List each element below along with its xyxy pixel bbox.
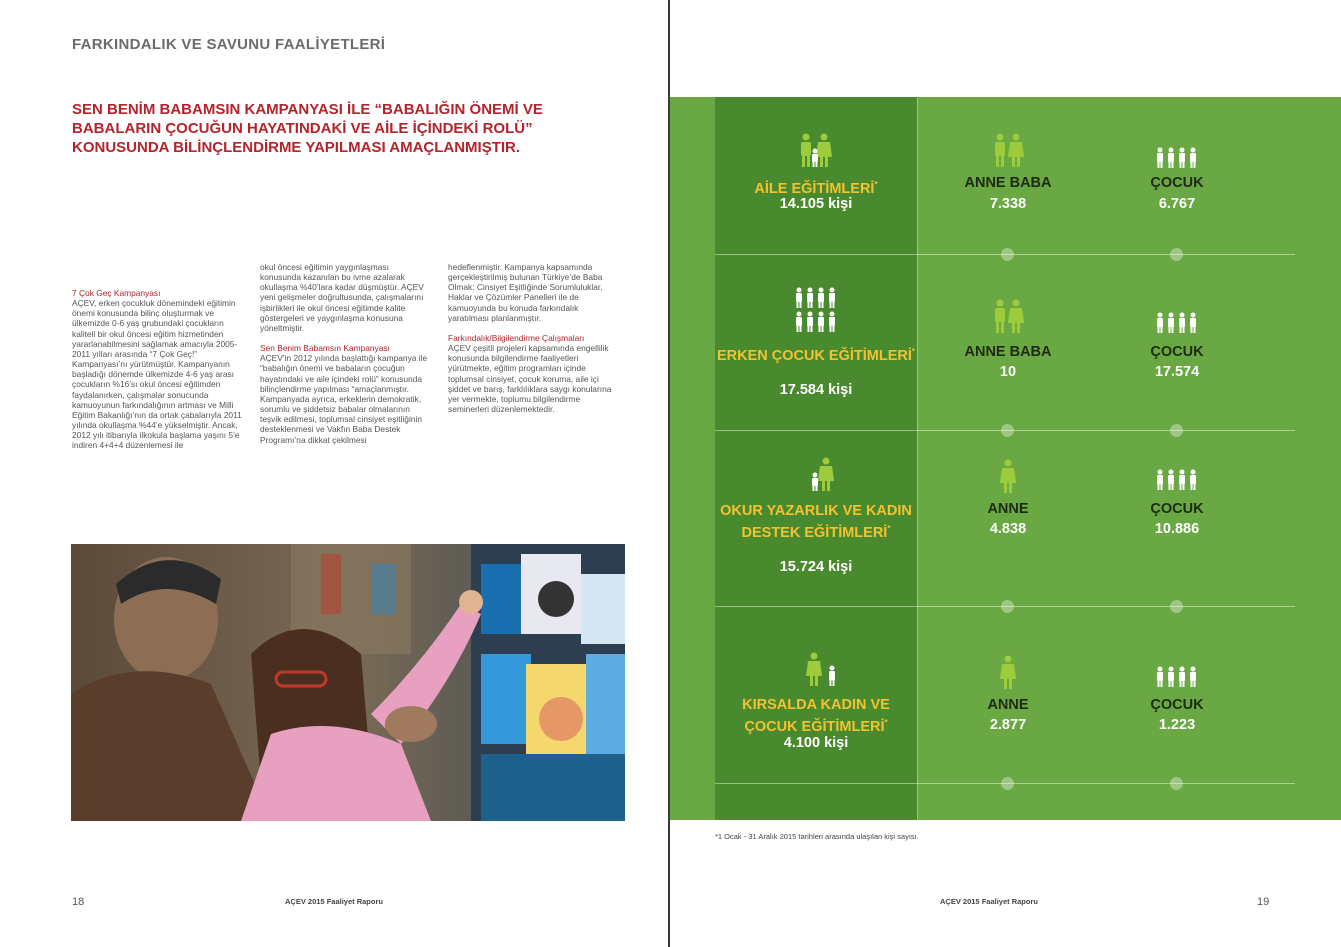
row-total: 14.105 kişi bbox=[779, 196, 853, 212]
right-page bbox=[670, 0, 1341, 947]
cell-label-parents: ANNE BABA bbox=[964, 344, 1052, 360]
children-icon bbox=[1155, 312, 1199, 334]
footer-report-title: AÇEV 2015 Faaliyet Raporu bbox=[940, 897, 1038, 906]
page-number: 18 bbox=[72, 896, 85, 908]
children-icon bbox=[1155, 666, 1199, 688]
cell-value-parents: 7.338 bbox=[989, 196, 1027, 212]
body-text: AÇEV’in 2012 yılında başlattığı kampanya ile “babalığın önemi ve babaların çocuğun hayatındaki ve aile içindeki rolü” konusunda bilinçlendirme yapılması “amaçlanmıştır. Kampanyada ayrıca, erkeklerin demokratik, sorumlu ve şiddetsiz babalar olmalarının teşvik edilmesi, toplumsal cinsiyet eşitliğinin desteklenmesi ve Vakfın Baba Destek Programı’na dikkat çekilmesi bbox=[260, 353, 428, 445]
children-icon bbox=[1155, 469, 1199, 491]
subtitle-sen-benim-babamsin: Sen Benim Babamsın Kampanyası bbox=[260, 343, 390, 354]
cell-label-mother: ANNE bbox=[987, 501, 1029, 517]
cell-value-children: 1.223 bbox=[1158, 717, 1196, 733]
section-title: FARKINDALIK VE SAVUNU FAALİYETLERİ bbox=[72, 36, 386, 53]
footnote: *1 Ocak - 31 Aralık 2015 tarihleri arasında ulaşılan kişi sayısı. bbox=[715, 832, 919, 841]
column-divider bbox=[917, 97, 918, 820]
divider-dot bbox=[1170, 424, 1183, 437]
parents-icon bbox=[990, 299, 1026, 335]
cell-value-children: 10.886 bbox=[1154, 521, 1200, 537]
row-title-kirsalda: KIRSALDA KADIN VE ÇOCUK EĞİTİMLERİ* bbox=[742, 697, 890, 735]
cell-value-parents: 10 bbox=[999, 364, 1017, 380]
mother-icon bbox=[998, 459, 1018, 495]
cell-label-children: ÇOCUK bbox=[1150, 501, 1204, 517]
divider-dot bbox=[1170, 248, 1183, 261]
statistics-panel bbox=[670, 97, 1341, 820]
page-number: 19 bbox=[1257, 896, 1270, 908]
cell-value-mother: 4.838 bbox=[989, 521, 1027, 537]
cell-label-mother: ANNE bbox=[987, 697, 1029, 713]
cell-label-children: ÇOCUK bbox=[1150, 344, 1204, 360]
mother-child-icon bbox=[810, 457, 836, 493]
row-total: 17.584 kişi bbox=[779, 382, 853, 398]
text-column-2 bbox=[260, 262, 430, 455]
family-icon bbox=[798, 133, 834, 169]
row-title-erken-cocuk: ERKEN ÇOCUK EĞİTİMLERİ* bbox=[716, 347, 916, 364]
cell-label-children: ÇOCUK bbox=[1150, 697, 1204, 713]
cell-label-parents: ANNE BABA bbox=[964, 175, 1052, 191]
text-column-3 bbox=[448, 262, 618, 424]
divider-dot bbox=[1001, 600, 1014, 613]
body-text: hedeflenmiştir. Kampanya kapsamında gerçekleştirilmiş bulunan Türkiye’de Baba Olmak: Cinsiyet Eşitliğinde Sorumluluklar, Haklar ve Çözümler Panelleri ile de kamuoyunda bu konuda farkındalık yaratılması planlanmıştır. bbox=[448, 262, 603, 323]
divider-dot bbox=[1170, 600, 1183, 613]
cell-label-children: ÇOCUK bbox=[1150, 175, 1204, 191]
headline: SEN BENİM BABAMSIN KAMPANYASI İLE “BABALIĞIN ÖNEMİ VE BABALARIN ÇOCUĞUN HAYATINDAKİ VE AİLE İÇİNDEKİ ROLÜ” KONUSUNDA BİLİNÇLENDİRME YAPILMASI AMAÇLANMIŞTIR. bbox=[72, 101, 543, 156]
subtitle-farkindalik: Farkındalık/Bilgilendirme Çalışmaları bbox=[448, 332, 585, 343]
woman-child-icon bbox=[804, 652, 838, 688]
body-text: AÇEV çeşitli projeleri kapsamında engellilik konusunda bilgilendirme faaliyetleri yürütmekte, eğitim programları içinde toplumsal cinsiyet, çocuk koruma, aile içi şiddet ve barış, farklılıklara saygı konularına yer vermekte, toplumu bilgilendirme seminerleri düzenlemektedir. bbox=[448, 343, 612, 415]
cell-value-mother: 2.877 bbox=[989, 717, 1027, 733]
body-text: AÇEV, erken çocukluk dönemindeki eğitimin önemi konusunda bilinç oluşturmak ve ülkemizde 0-6 yaş grubundaki çocukların kaliteli bir okul öncesi eğitim hizmetinden yararlanabilmesini sağlamak amacıyla 2005-2011 yılları arasında “7 Çok Geç!” Kampanyası’nı yürütmüştür. Kampanyanın başladığı dönemde ülkemizde 4-6 yaş arası çocukların %16’sı okul öncesi eğitimden faydalanırken, çalışmalar sonucunda kamuoyunun farkındalığının artması ve Milli Eğitim Bakanlığı’nın da ortak çabalarıyla 2011 yılında okullaşma %44’e yükselmiştir. Ancak, 2012 yılı itibarıyla ilkokula başlama yaşını 5’e indiren 4+4+4 düzenlemesi ile bbox=[72, 298, 242, 451]
row-title-aile: AİLE EĞİTİMLERİ* bbox=[754, 180, 878, 197]
subtitle-7-cok-gec: 7 Çok Geç Kampanyası bbox=[72, 288, 161, 298]
row-total: 15.724 kişi bbox=[779, 559, 853, 575]
row-total: 4.100 kişi bbox=[783, 735, 849, 751]
cell-value-children: 6.767 bbox=[1158, 196, 1196, 212]
divider-dot bbox=[1001, 248, 1014, 261]
row-title-okur-yazarlik: OKUR YAZARLIK VE KADIN DESTEK EĞİTİMLERİ* bbox=[720, 503, 912, 541]
text-column-1 bbox=[72, 288, 242, 461]
children-group-icon bbox=[794, 287, 838, 333]
cell-value-children: 17.574 bbox=[1154, 364, 1200, 380]
photo-father-daughter-books bbox=[71, 544, 625, 821]
footer-report-title: AÇEV 2015 Faaliyet Raporu bbox=[285, 897, 383, 906]
body-text: okul öncesi eğitimin yaygınlaşması konusunda kazanılan bu ivme azalarak okullaşma %40’lara kadar düşmüştür. AÇEV yeni gelişmeler doğrultusunda, çalışmalarını işbirlikleri ile okul öncesi eğitimde kalite göstergeleri ve yaygınlaşma konusuna yöneltmiştir. bbox=[260, 262, 424, 333]
children-icon bbox=[1155, 147, 1199, 169]
divider-dot bbox=[1001, 777, 1014, 790]
mother-icon bbox=[998, 655, 1018, 691]
left-page bbox=[0, 0, 668, 947]
divider-dot bbox=[1170, 777, 1183, 790]
parents-icon bbox=[990, 133, 1026, 169]
divider-dot bbox=[1001, 424, 1014, 437]
